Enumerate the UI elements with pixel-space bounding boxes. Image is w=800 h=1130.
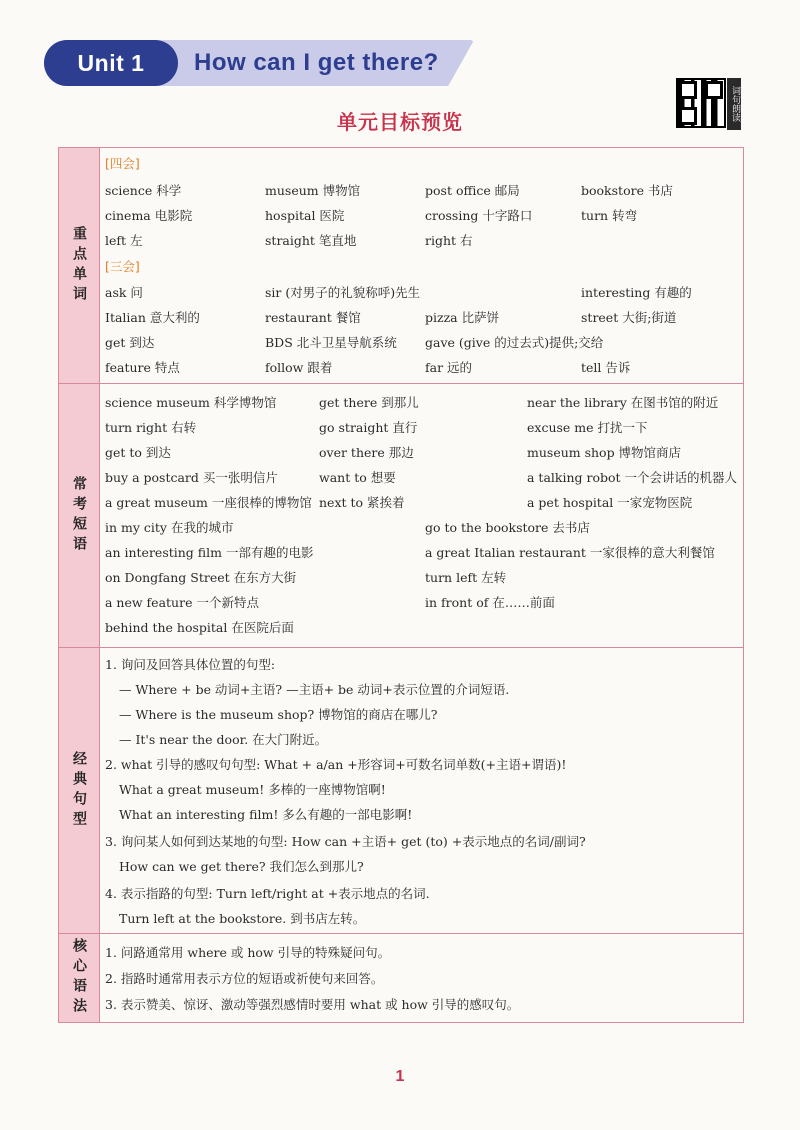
sentence-line: What an interesting film! 多么有趣的一部电影啊! [119, 807, 413, 822]
sentence-line: 1. 询问及回答具体位置的句型: [105, 657, 276, 672]
subheading-three-skills: [三会] [105, 259, 140, 274]
goals-table [58, 147, 744, 1023]
subheading-four-skills: [四会] [105, 156, 140, 171]
section-label: 常考短语 [59, 384, 100, 647]
word-item: interesting 有趣的 [581, 285, 692, 300]
grammar-line: 1. 问路通常用 where 或 how 引导的特殊疑问句。 [105, 945, 391, 960]
word-item: turn 转弯 [581, 208, 638, 223]
phrase-item: a talking robot 一个会讲话的机器人 [527, 470, 738, 485]
sentence-line: What a great museum! 多棒的一座博物馆啊! [119, 782, 386, 797]
word-row [99, 203, 743, 228]
sentence-line: 4. 表示指路的句型: Turn left/right at +表示地点的名词. [105, 886, 430, 901]
word-item: crossing 十字路口 [425, 208, 533, 223]
word-item: cinema 电影院 [105, 208, 193, 223]
phrase-item: go straight 直行 [319, 420, 418, 435]
phrase-row [99, 390, 743, 415]
sentence-line: 3. 询问某人如何到达某地的句型: How can +主语+ get (to) +表示地点的名词/副词? [105, 834, 586, 849]
phrase-item: go to the bookstore 去书店 [425, 520, 590, 535]
word-item: Italian 意大利的 [105, 310, 200, 325]
word-item: right 右 [425, 233, 473, 248]
phrase-item: a great museum 一座很棒的博物馆 [105, 495, 312, 510]
word-item: BDS 北斗卫星导航系统 [265, 335, 397, 350]
word-item: tell 告诉 [581, 360, 631, 375]
phrase-item: behind the hospital 在医院后面 [105, 620, 294, 635]
sentence-line: Turn left at the bookstore. 到书店左转。 [119, 911, 366, 926]
grammar-line: 3. 表示赞美、惊讶、激动等强烈感情时要用 what 或 how 引导的感叹句。 [105, 997, 520, 1012]
word-item: get 到达 [105, 335, 155, 350]
phrase-row [99, 415, 743, 440]
word-row [99, 228, 743, 253]
word-item: straight 笔直地 [265, 233, 357, 248]
phrase-item: next to 紧挨着 [319, 495, 405, 510]
word-row [99, 280, 743, 305]
phrase-item: science museum 科学博物馆 [105, 395, 277, 410]
sentence-line: 2. what 引导的感叹句句型: What + a/an +形容词+可数名词单数(+主语+谓语)! [105, 757, 567, 772]
word-item: gave (give 的过去式)提供;交给 [425, 335, 604, 350]
word-item: sir (对男子的礼貌称呼)先生 [265, 285, 421, 300]
phrase-item: near the library 在图书馆的附近 [527, 395, 719, 410]
phrase-row [99, 440, 743, 465]
phrase-item: turn left 左转 [425, 570, 507, 585]
word-item: hospital 医院 [265, 208, 345, 223]
word-item: restaurant 餐馆 [265, 310, 361, 325]
page-subtitle: 单元目标预览 [337, 110, 463, 134]
unit-title: How can I get there? [194, 49, 439, 76]
phrase-row [99, 615, 743, 640]
phrase-item: excuse me 打扰一下 [527, 420, 648, 435]
phrase-row [99, 490, 743, 515]
phrase-item: in front of 在……前面 [425, 595, 555, 610]
phrase-item: get to 到达 [105, 445, 171, 460]
word-item: pizza 比萨饼 [425, 310, 500, 325]
word-item: follow 跟着 [265, 360, 333, 375]
word-item: science 科学 [105, 183, 182, 198]
word-item: bookstore 书店 [581, 183, 673, 198]
phrase-row [99, 465, 743, 490]
phrase-item: an interesting film 一部有趣的电影 [105, 545, 314, 560]
phrase-row [99, 590, 743, 615]
phrase-item: want to 想要 [319, 470, 396, 485]
section-key-sentences [59, 648, 743, 934]
phrase-row [99, 515, 743, 540]
word-row [99, 305, 743, 330]
phrase-item: on Dongfang Street 在东方大街 [105, 570, 297, 585]
section-key-words [59, 148, 743, 384]
phrase-row [99, 565, 743, 590]
phrase-item: get there 到那儿 [319, 395, 419, 410]
word-row [99, 330, 743, 355]
sentence-line: — Where + be 动词+主语? —主语+ be 动词+表示位置的介词短语. [119, 682, 510, 697]
phrase-item: museum shop 博物馆商店 [527, 445, 682, 460]
section-core-grammar [59, 934, 743, 1022]
word-item: ask 问 [105, 285, 143, 300]
word-row [99, 178, 743, 203]
qr-code-icon[interactable] [676, 78, 726, 128]
phrase-row [99, 540, 743, 565]
word-item: museum 博物馆 [265, 183, 361, 198]
unit-label: Unit 1 [44, 40, 178, 86]
word-item: feature 特点 [105, 360, 180, 375]
section-label: 核心语法 [59, 934, 100, 1022]
sentence-line: — Where is the museum shop? 博物馆的商店在哪儿? [119, 707, 438, 722]
phrase-item: turn right 右转 [105, 420, 197, 435]
grammar-line: 2. 指路时通常用表示方位的短语或祈使句来回答。 [105, 971, 384, 986]
phrase-item: a great Italian restaurant 一家很棒的意大利餐馆 [425, 545, 715, 560]
page-number: 1 [395, 1068, 405, 1085]
qr-label: 词句朗读 [727, 78, 741, 130]
phrase-item: a pet hospital 一家宠物医院 [527, 495, 693, 510]
phrase-item: in my city 在我的城市 [105, 520, 234, 535]
word-item: post office 邮局 [425, 183, 520, 198]
sentence-line: — It's near the door. 在大门附近。 [119, 732, 328, 747]
phrase-item: buy a postcard 买一张明信片 [105, 470, 278, 485]
phrase-item: over there 那边 [319, 445, 414, 460]
sentence-line: How can we get there? 我们怎么到那儿? [119, 859, 364, 874]
word-item: far 远的 [425, 360, 473, 375]
word-row [99, 355, 743, 380]
section-label: 重点单词 [59, 148, 100, 383]
word-item: left 左 [105, 233, 143, 248]
section-common-phrases [59, 384, 743, 648]
phrase-item: a new feature 一个新特点 [105, 595, 259, 610]
word-item: street 大街;街道 [581, 310, 677, 325]
section-label: 经典句型 [59, 648, 100, 933]
